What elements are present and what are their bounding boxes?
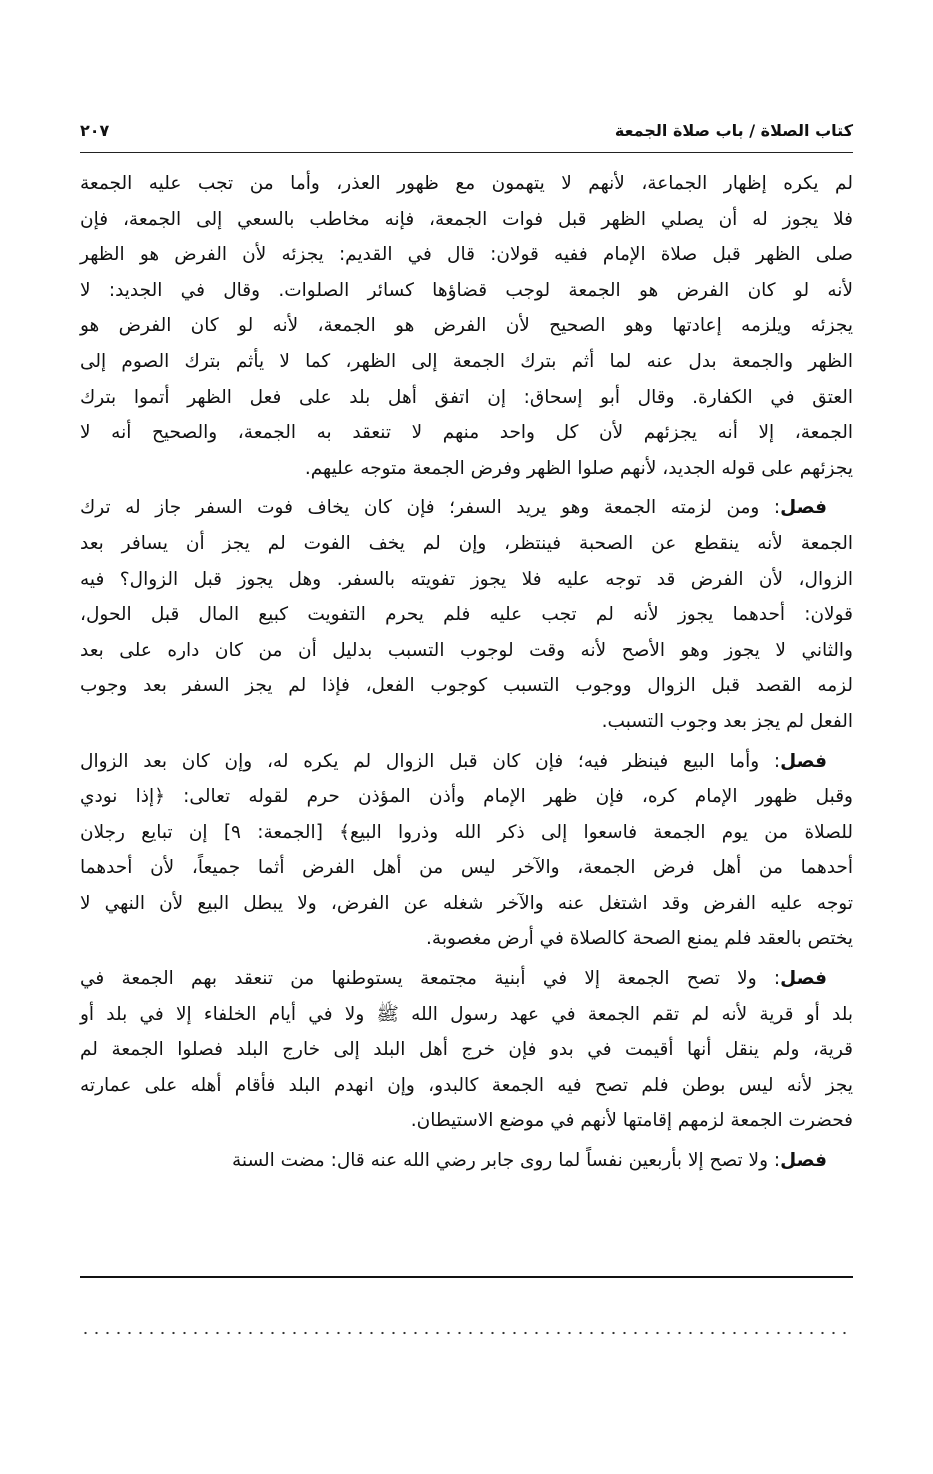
text-line bbox=[80, 415, 853, 451]
line-text: فحضرت الجمعة لزمهم إقامتها لأنهم في موضع الاستيطان. bbox=[410, 1110, 853, 1132]
line-text: يجزئه ويلزمه إعادتها وهو الصحيح لأن الفرض هو الجمعة، لأنه لو كان الفرض هو bbox=[80, 315, 853, 337]
line-text: أحدهما من أهل فرض الجمعة، والآخر ليس من أهل الفرض أثما جميعاً، لأن أحدهما bbox=[80, 857, 853, 879]
line-text: لأنه لو كان الفرض هو الجمعة لوجب قضاؤها كسائر الصلوات. وقال في الجديد: لا bbox=[80, 279, 853, 301]
line-text: لم يكره إظهار الجماعة، لأنهم لا يتهمون مع ظهور العذر، وأما من تجب عليه الجمعة bbox=[80, 173, 853, 194]
line-text: : ولا تصح الجمعة إلا في أبنية مجتمعة يستوطنها من تنعقد بهم الجمعة في bbox=[80, 968, 781, 990]
section-label: فصل bbox=[780, 1150, 827, 1172]
text-line bbox=[80, 166, 853, 202]
text-line bbox=[80, 1103, 853, 1139]
line-text: الظهر والجمعة بدل عنه لما أثم بترك الجمعة إلى الظهر، كما لا يأثم بترك الصوم إلى bbox=[80, 350, 853, 372]
line-text: الجمعة لأنه ينقطع عن الصحبة فينتظر، وإن لم يخف الفوت لم يجز أن يسافر بعد bbox=[80, 532, 853, 554]
text-line bbox=[80, 850, 853, 886]
section-label: فصل bbox=[780, 497, 827, 519]
line-text: : ومن لزمته الجمعة وهو يريد السفر؛ فإن كان يخاف فوت السفر جاز له ترك bbox=[80, 497, 781, 519]
line-text: لزمه القصد قبل الزوال ووجوب التسبب كوجوب الفعل، فإذا لم يجز السفر بعد وجوب bbox=[80, 675, 853, 697]
text-line bbox=[80, 1068, 853, 1104]
text-line bbox=[80, 380, 853, 416]
paragraph bbox=[80, 1143, 853, 1179]
text-line bbox=[80, 526, 853, 562]
text-line bbox=[80, 308, 853, 344]
paragraph bbox=[80, 744, 853, 958]
line-text: توجه عليه الفرض وقد اشتغل عنه والآخر شغله عن الفرض، ولا يبطل البيع لأن النهي لا bbox=[80, 892, 853, 914]
page-number: ٢٠٧ bbox=[80, 120, 110, 140]
text-line bbox=[80, 490, 853, 526]
text-line bbox=[80, 273, 853, 309]
text-line bbox=[80, 997, 853, 1033]
running-header bbox=[80, 116, 853, 144]
line-text: قرية، ولم ينقل أنها أقيمت في بدو فإن خرج أهل البلد إلى خارج البلد فصلوا الجمعة لم bbox=[80, 1039, 853, 1061]
text-line bbox=[80, 886, 853, 922]
line-text: الجمعة، إلا أنه يجزئهم لأن كل واحد منهم لا تنعقد به الجمعة، والصحيح أنه لا bbox=[80, 422, 853, 444]
section-label: فصل bbox=[780, 750, 827, 772]
text-line bbox=[80, 1143, 853, 1179]
text-line bbox=[80, 597, 853, 633]
line-text: للصلاة من يوم الجمعة فاسعوا إلى ذكر الله وذروا البيع﴾ [الجمعة: ٩] إن تبايع رجلان bbox=[80, 821, 853, 843]
text-line bbox=[80, 744, 853, 780]
line-text: فلا يجوز له أن يصلي الظهر قبل فوات الجمعة، فإنه مخاطب بالسعي إلى الجمعة، فإن bbox=[80, 208, 853, 230]
text-line bbox=[80, 1032, 853, 1068]
paragraph bbox=[80, 166, 853, 486]
text-line bbox=[80, 815, 853, 851]
text-line bbox=[80, 668, 853, 704]
paragraph bbox=[80, 961, 853, 1139]
line-text: يجز لأنه ليس بوطن فلم تصح فيه الجمعة كالبدو، وإن انهدم البلد فأقام أهله على عمارته bbox=[80, 1074, 853, 1096]
line-text: بلد أو قرية لأنه لم تقم الجمعة في عهد رسول الله ﷺ ولا في أيام الخلفاء إلا في بلد أو bbox=[80, 1003, 853, 1025]
text-line bbox=[80, 921, 853, 957]
text-line bbox=[80, 961, 853, 997]
line-text: العتق في الكفارة. وقال أبو إسحاق: إن اتفق أهل بلد على فعل الظهر أتموا بترك bbox=[80, 386, 853, 408]
line-text: صلى الظهر قبل صلاة الإمام ففيه قولان: قال في القديم: يجزئه لأن الفرض هو الظهر bbox=[80, 244, 853, 266]
footnote-rule bbox=[80, 1276, 853, 1278]
dotted-separator bbox=[80, 1330, 853, 1336]
text-line bbox=[80, 704, 853, 740]
text-line bbox=[80, 562, 853, 598]
line-text: يختص بالعقد فلم يمنع الصحة كالصلاة في أرض مغصوبة. bbox=[426, 928, 853, 950]
line-text: وقبل ظهور الإمام كره، فإن ظهر الإمام وأذن المؤذن حرم لقوله تعالى: ﴿إذا نودي bbox=[80, 786, 853, 808]
page-body bbox=[80, 166, 853, 1183]
line-text: الفعل لم يجز بعد وجوب التسبب. bbox=[601, 710, 853, 732]
line-text: الزوال، لأن الفرض قد توجه عليه فلا يجوز تفويته بالسفر. وهل يجوز قبل الزوال؟ فيه bbox=[80, 568, 853, 590]
text-line bbox=[80, 344, 853, 380]
line-text: والثاني لا يجوز وهو الأصح لأنه وقت لوجوب التسبب بدليل أن من كان داره على بعد bbox=[80, 639, 853, 661]
text-line bbox=[80, 779, 853, 815]
text-line bbox=[80, 451, 853, 487]
header-rule bbox=[80, 152, 853, 153]
paragraph bbox=[80, 490, 853, 739]
text-line bbox=[80, 633, 853, 669]
running-title: كتاب الصلاة / باب صلاة الجمعة bbox=[614, 120, 853, 140]
line-text: يجزئهم على قوله الجديد، لأنهم صلوا الظهر وفرض الجمعة متوجه عليهم. bbox=[304, 457, 853, 479]
line-text: : وأما البيع فينظر فيه؛ فإن كان قبل الزوال لم يكره له، وإن كان بعد الزوال bbox=[80, 750, 781, 772]
line-text: قولان: أحدهما يجوز لأنه لم تجب عليه فلم يحرم التفويت كبيع المال قبل الحول، bbox=[80, 604, 853, 626]
section-label: فصل bbox=[780, 968, 827, 990]
text-line bbox=[80, 237, 853, 273]
text-line bbox=[80, 202, 853, 238]
line-text: : ولا تصح إلا بأربعين نفساً لما روى جابر رضي الله عنه قال: مضت السنة bbox=[231, 1150, 781, 1172]
